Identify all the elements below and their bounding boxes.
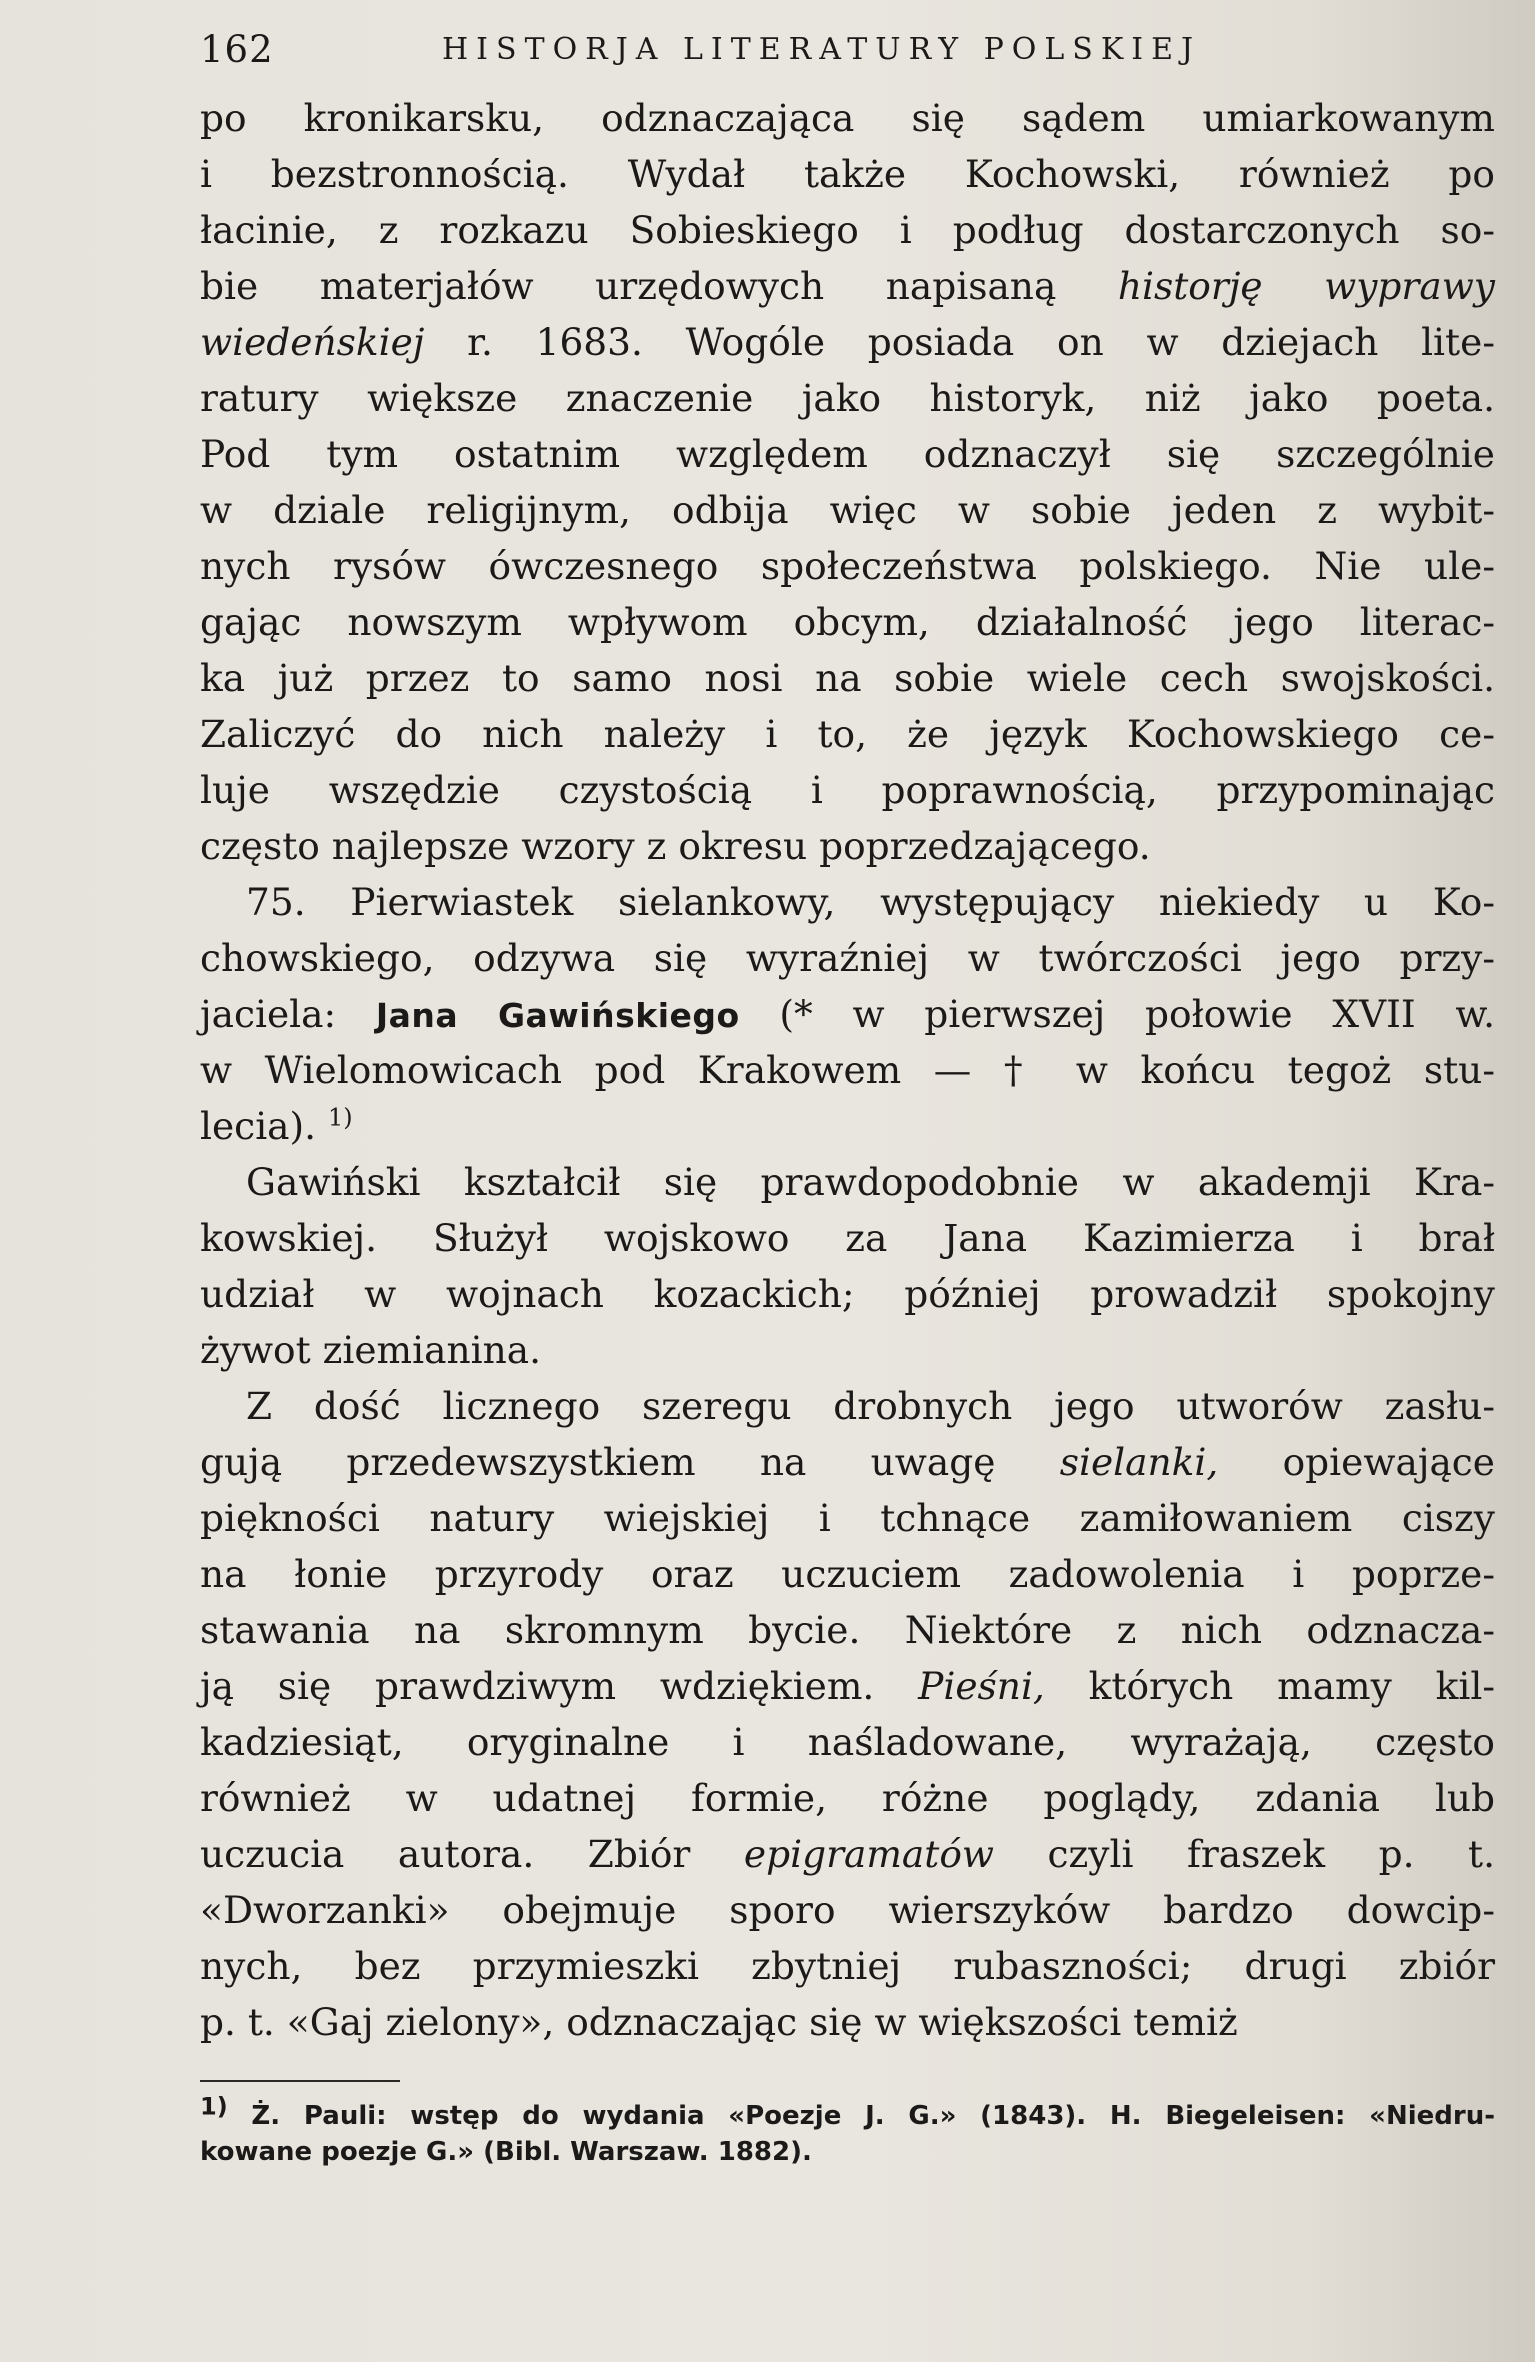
spaced-name: Jana Gawińskiego: [375, 996, 740, 1035]
text-run: nych, bez przymieszki zbytniej rubaszności; drugi zbiór: [200, 1944, 1495, 1988]
text-run: chowskiego, odzywa się wyraźniej w twórczości jego przy-: [200, 936, 1495, 980]
text-line: [200, 594, 1495, 650]
footnotes: [200, 2092, 1495, 2170]
text-line: [200, 1042, 1495, 1098]
text-run: i bezstronnością. Wydał także Kochowski, również po: [200, 152, 1495, 196]
footnote-marker: 1): [328, 1103, 353, 1132]
italic-text: wiedeńskiej: [200, 320, 425, 364]
text-line: [200, 762, 1495, 818]
text-run: ratury większe znaczenie jako historyk, niż jako poeta.: [200, 376, 1495, 420]
text-line: [200, 1210, 1495, 1266]
text-run: kowane poezje G.» (Bibl. Warszaw. 1882).: [200, 2137, 812, 2167]
text-line: [200, 1490, 1495, 1546]
text-run: «Dworzanki» obejmuje sporo wierszyków bardzo dowcip-: [200, 1888, 1495, 1932]
text-line: [200, 90, 1495, 146]
text-line: [200, 1714, 1495, 1770]
text-line: [200, 874, 1495, 930]
text-run: żywot ziemianina.: [200, 1328, 542, 1372]
italic-text: sielanki,: [1059, 1440, 1219, 1484]
text-line: [200, 202, 1495, 258]
page-header: [200, 28, 1500, 88]
text-line: [200, 818, 1495, 874]
text-line: [200, 1826, 1495, 1882]
text-run: bie materjałów urzędowych napisaną: [200, 264, 1118, 308]
running-title: HISTORJA LITERATURY POLSKIEJ: [442, 32, 1202, 67]
paragraph: [200, 90, 1495, 874]
text-run: opiewające: [1218, 1440, 1495, 1484]
text-line: [200, 706, 1495, 762]
text-run: w dziale religijnym, odbija więc w sobie jeden z wybit-: [200, 488, 1495, 532]
italic-text: historję wyprawy: [1117, 264, 1495, 308]
text-run: lecia).: [200, 1104, 329, 1148]
text-run: jaciela:: [200, 992, 376, 1036]
text-run: 75. Pierwiastek sielankowy, występujący niekiedy u Ko-: [246, 880, 1495, 924]
text-line: [200, 314, 1495, 370]
text-run: których mamy kil-: [1044, 1664, 1496, 1708]
text-run: czyli fraszek p. t.: [994, 1832, 1495, 1876]
text-line: [200, 1938, 1495, 1994]
text-line: [200, 930, 1495, 986]
main-text: [200, 90, 1495, 2050]
paragraph: [200, 1154, 1495, 1378]
text-run: Z dość licznego szeregu drobnych jego utworów zasłu-: [246, 1384, 1495, 1428]
italic-text: Pieśni,: [918, 1664, 1045, 1708]
text-line: [200, 1546, 1495, 1602]
text-run: udział w wojnach kozackich; później prowadził spokojny: [200, 1272, 1495, 1316]
text-line: [200, 1658, 1495, 1714]
footnote-marker: 1): [200, 2092, 228, 2121]
text-line: [200, 370, 1495, 426]
text-run: p. t. «Gaj zielony», odznaczając się w większości temiż: [200, 2000, 1238, 2044]
text-line: [200, 482, 1495, 538]
text-line: [200, 1882, 1495, 1938]
text-line: [200, 1378, 1495, 1434]
text-run: Ż. Pauli: wstęp do wydania «Poezje J. G.» (1843). H. Biegeleisen: «Niedru-: [227, 2101, 1495, 2131]
text-line: [200, 426, 1495, 482]
text-run: stawania na skromnym bycie. Niektóre z nich odznacza-: [200, 1608, 1495, 1652]
text-run: luje wszędzie czystością i poprawnością, przypominając: [200, 768, 1495, 812]
text-line: [200, 1770, 1495, 1826]
text-run: piękności natury wiejskiej i tchnące zamiłowaniem ciszy: [200, 1496, 1495, 1540]
text-run: (* w pierwszej połowie XVII w.: [739, 992, 1495, 1036]
text-line: [200, 1434, 1495, 1490]
footnote-divider: [200, 2080, 400, 2082]
text-run: nych rysów ówczesnego społeczeństwa polskiego. Nie ule-: [200, 544, 1495, 588]
text-line: [200, 1994, 1495, 2050]
text-run: na łonie przyrody oraz uczuciem zadowolenia i poprze-: [200, 1552, 1495, 1596]
text-line: [200, 258, 1495, 314]
text-run: Pod tym ostatnim względem odznaczył się szczególnie: [200, 432, 1495, 476]
text-run: gują przedewszystkiem na uwagę: [200, 1440, 1060, 1484]
text-run: kadziesiąt, oryginalne i naśladowane, wyrażają, często: [200, 1720, 1495, 1764]
text-run: Gawiński kształcił się prawdopodobnie w akademji Kra-: [246, 1160, 1495, 1204]
text-run: uczucia autora. Zbiór: [200, 1832, 744, 1876]
text-line: [200, 538, 1495, 594]
footnote-line: [200, 2134, 1495, 2170]
text-run: Zaliczyć do nich należy i to, że język Kochowskiego ce-: [200, 712, 1495, 756]
italic-text: epigramatów: [743, 1832, 995, 1876]
text-run: ka już przez to samo nosi na sobie wiele cech swojskości.: [200, 656, 1495, 700]
paragraph: [200, 874, 1495, 1154]
text-run: r. 1683. Wogóle posiada on w dziejach lite-: [424, 320, 1495, 364]
paragraph: [200, 1378, 1495, 2050]
text-run: gając nowszym wpływom obcym, działalność jego literac-: [200, 600, 1495, 644]
text-line: [200, 650, 1495, 706]
text-run: łacinie, z rozkazu Sobieskiego i podług dostarczonych so-: [200, 208, 1495, 252]
text-run: kowskiej. Służył wojskowo za Jana Kazimierza i brał: [200, 1216, 1495, 1260]
text-line: [200, 146, 1495, 202]
page-number: 162: [200, 28, 274, 71]
text-line: [200, 1098, 1495, 1154]
text-run: często najlepsze wzory z okresu poprzedzającego.: [200, 824, 1151, 868]
text-line: [200, 1322, 1495, 1378]
text-line: [200, 1266, 1495, 1322]
text-run: również w udatnej formie, różne poglądy, zdania lub: [200, 1776, 1495, 1820]
text-run: w Wielomowicach pod Krakowem — † w końcu tegoż stu-: [200, 1048, 1495, 1092]
text-line: [200, 1154, 1495, 1210]
text-run: ją się prawdziwym wdziękiem.: [200, 1664, 919, 1708]
text-line: [200, 986, 1495, 1042]
footnote-line: [200, 2092, 1495, 2134]
text-line: [200, 1602, 1495, 1658]
text-run: po kronikarsku, odznaczająca się sądem umiarkowanym: [200, 96, 1495, 140]
